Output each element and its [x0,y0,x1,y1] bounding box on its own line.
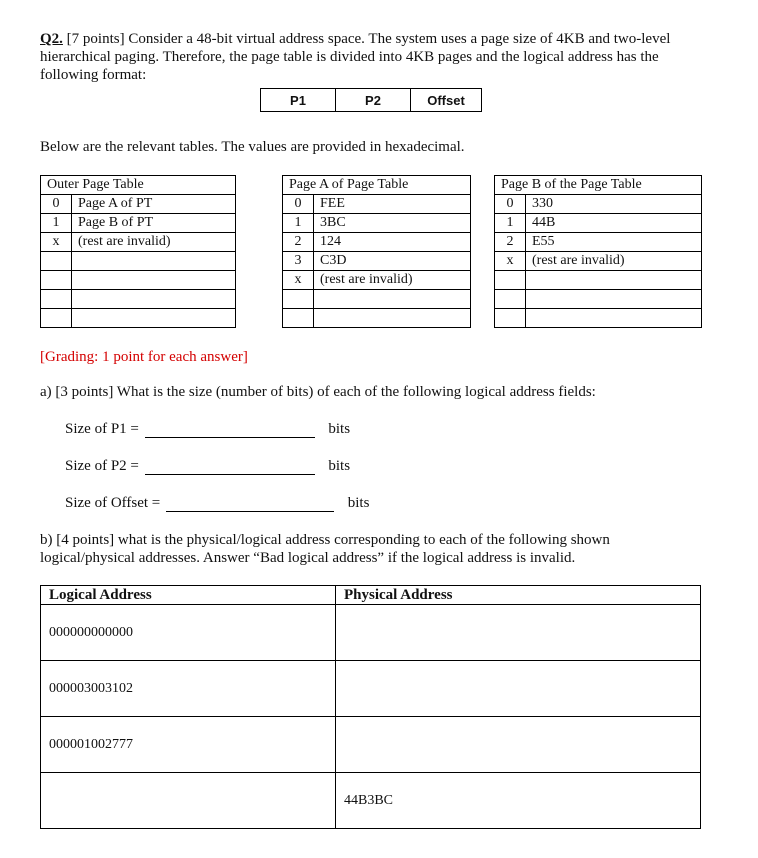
table-row: x (rest are invalid) [495,252,702,271]
format-field-offset: Offset [411,89,482,112]
offset-unit: bits [347,495,370,511]
table-row [41,605,701,661]
page-b-table [494,175,702,328]
logical-address-cell[interactable] [41,773,336,829]
format-field-p2: P2 [336,89,411,112]
p2-size-label: Size of P2 = [65,458,139,474]
table-row: 1 Page B of PT [41,214,236,233]
question-text: [7 points] Consider a 48-bit virtual address space. The system uses a page size of 4KB and two-level hierarchical paging. Therefore, the page table is divided into 4KB pages and the logical address has the following format: [40,31,671,83]
offset-size-label: Size of Offset = [65,495,161,511]
table-row [495,271,702,290]
p1-unit: bits [328,421,351,437]
page-b-title: Page B of the Page Table [495,176,702,195]
grading-note: [Grading: 1 point for each answer] [40,349,248,365]
table-row [41,252,236,271]
physical-address-header: Physical Address [336,586,701,605]
page-a-table [282,175,471,328]
format-field-p1: P1 [261,89,336,112]
physical-address-cell: 44B3BC [336,773,701,829]
tables-intro: Below are the relevant tables. The values are provided in hexadecimal. [40,139,465,155]
table-row [41,309,236,328]
table-row: x (rest are invalid) [41,233,236,252]
offset-size-line [65,495,369,512]
table-row [41,271,236,290]
outer-table-title: Outer Page Table [41,176,236,195]
part-a-question: a) [3 points] What is the size (number of bits) of each of the following logical address fields: [40,384,596,400]
logical-address-cell: 000000000000 [41,605,336,661]
table-row: 1 3BC [283,214,471,233]
logical-address-cell: 000001002777 [41,717,336,773]
table-row: 0 FEE [283,195,471,214]
part-b-question: b) [4 points] what is the physical/logical address corresponding to each of the following shown logical/physical addresses. Answer “Bad logical address” if the logical address is invalid. [40,532,610,566]
table-row [495,290,702,309]
physical-address-cell[interactable] [336,717,701,773]
table-row: 2 E55 [495,233,702,252]
logical-address-header: Logical Address [41,586,336,605]
offset-size-blank[interactable] [166,495,334,512]
address-answer-table [40,585,701,829]
logical-address-cell: 000003003102 [41,661,336,717]
p2-size-blank[interactable] [145,458,315,475]
p1-size-line [65,421,350,438]
table-row: 3 C3D [283,252,471,271]
table-row: x (rest are invalid) [283,271,471,290]
page-a-title: Page A of Page Table [283,176,471,195]
table-row [41,661,701,717]
question-number: Q2. [40,31,63,47]
address-format-table [260,88,482,112]
table-row: 1 44B [495,214,702,233]
table-row [41,717,701,773]
physical-address-cell[interactable] [336,661,701,717]
table-row [283,290,471,309]
table-row [41,290,236,309]
table-row [495,309,702,328]
p1-size-label: Size of P1 = [65,421,139,437]
table-row: 2 124 [283,233,471,252]
outer-page-table [40,175,236,328]
table-row: 0 330 [495,195,702,214]
table-row [283,309,471,328]
table-row: 0 Page A of PT [41,195,236,214]
table-row [41,773,701,829]
p2-unit: bits [328,458,351,474]
p2-size-line [65,458,350,475]
question-intro [40,30,700,84]
physical-address-cell[interactable] [336,605,701,661]
p1-size-blank[interactable] [145,421,315,438]
